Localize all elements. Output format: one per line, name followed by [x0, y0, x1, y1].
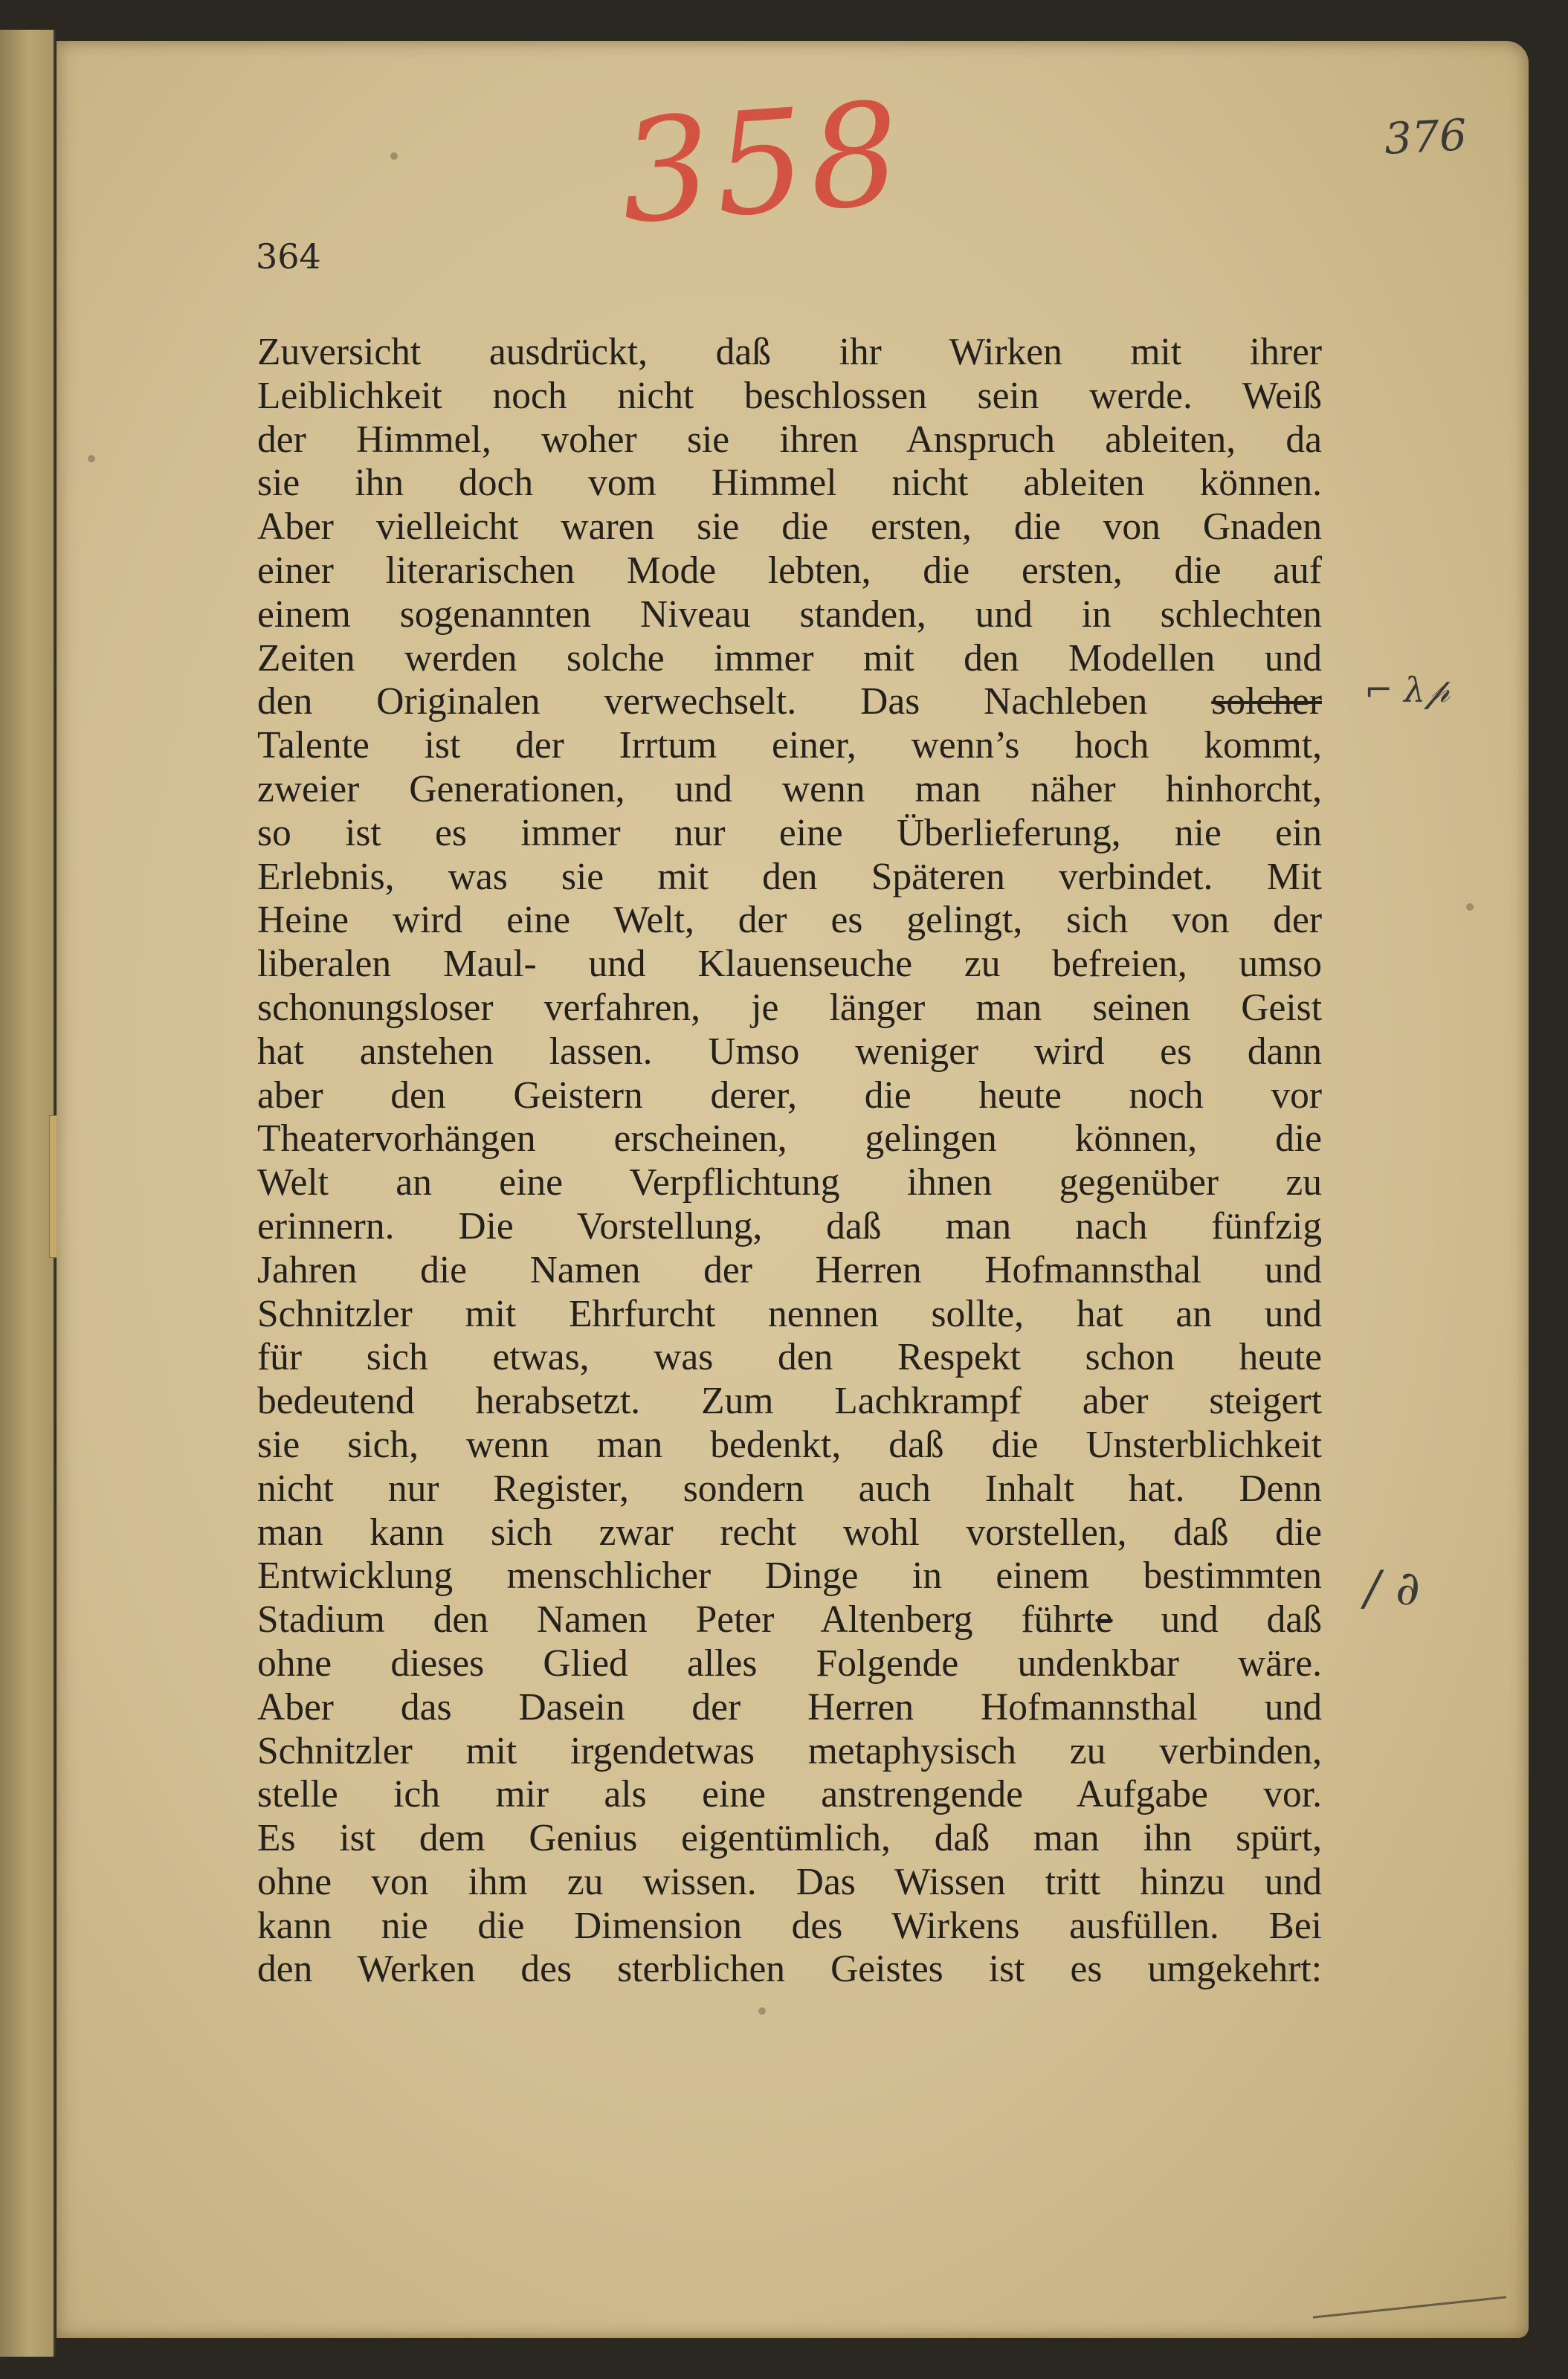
margin-note-correction: ⌐ λ𝓅	[1364, 670, 1451, 710]
margin-note-mark: / ∂	[1364, 1561, 1420, 1616]
body-text	[257, 331, 1322, 1992]
paper-spot	[1466, 903, 1474, 911]
text-line: liberalen Maul- und Klauenseuche zu befreien, umso	[257, 943, 1322, 986]
text-line: Schnitzler mit Ehrfurcht nennen sollte, hat an und	[257, 1292, 1322, 1335]
page-corner-shadow	[1313, 2251, 1506, 2318]
text-line-part: Stadium den Namen Peter Altenberg führt	[257, 1598, 1096, 1642]
text-line: hat anstehen lassen. Umso weniger wird es dann	[257, 1030, 1322, 1073]
text-line: einer literarischen Mode lebten, die ersten, die auf	[257, 549, 1322, 592]
text-line: kann nie die Dimension des Wirkens ausfüllen. Bei	[257, 1904, 1322, 1947]
text-line	[257, 1598, 1322, 1642]
text-line	[257, 680, 1322, 724]
struck-word: solcher	[1211, 680, 1322, 723]
text-line: erinnern. Die Vorstellung, daß man nach fünfzig	[257, 1204, 1322, 1247]
paper-spot	[390, 152, 398, 160]
text-line: Zeiten werden solche immer mit den Modellen und	[257, 636, 1322, 680]
text-line: den Werken des sterblichen Geistes ist es umgekehrt:	[257, 1948, 1322, 1991]
text-line: Theatervorhängen erscheinen, gelingen können, die	[257, 1117, 1322, 1161]
text-line: Aber vielleicht waren sie die ersten, die von Gnaden	[257, 506, 1322, 549]
text-line-part: und daß	[1112, 1598, 1323, 1642]
handwritten-folio-pencil: 376	[1383, 109, 1468, 164]
text-line: stelle ich mir als eine anstrengende Aufgabe vor.	[257, 1773, 1322, 1816]
text-line: ohne dieses Glied alles Folgende undenkbar wäre.	[257, 1642, 1322, 1685]
paper-spot	[88, 455, 95, 462]
struck-letter: e	[1095, 1598, 1113, 1642]
page-number: 364	[256, 236, 321, 277]
text-line: Talente ist der Irrtum einer, wenn’s hoch kommt,	[257, 724, 1322, 767]
text-line: Welt an eine Verpflichtung ihnen gegenüber zu	[257, 1161, 1322, 1204]
paper-spot	[758, 2007, 766, 2015]
text-line: Heine wird eine Welt, der es gelingt, sich von der	[257, 899, 1322, 942]
text-line: Erlebnis, was sie mit den Späteren verbindet. Mit	[257, 855, 1322, 898]
text-line: sie ihn doch vom Himmel nicht ableiten können.	[257, 462, 1322, 505]
text-line: man kann sich zwar recht wohl vorstellen, daß die	[257, 1511, 1322, 1554]
text-line: Leiblichkeit noch nicht beschlossen sein werde. Weiß	[257, 374, 1322, 417]
text-line: für sich etwas, was den Respekt schon heute	[257, 1336, 1322, 1379]
text-line-part: den Originalen verwechselt. Das Nachleben	[257, 680, 1148, 723]
text-line: schonungsloser verfahren, je länger man seinen Geist	[257, 986, 1322, 1029]
text-line: aber den Geistern derer, die heute noch vor	[257, 1074, 1322, 1117]
text-line: Schnitzler mit irgendetwas metaphysisch zu verbinden,	[257, 1729, 1322, 1772]
text-line: sie sich, wenn man bedenkt, daß die Unsterblichkeit	[257, 1423, 1322, 1466]
text-line: der Himmel, woher sie ihren Anspruch ableiten, da	[257, 418, 1322, 461]
text-line: Aber das Dasein der Herren Hofmannsthal und	[257, 1685, 1322, 1728]
text-line: einem sogenannten Niveau standen, und in schlechten	[257, 593, 1322, 636]
text-line: Zuversicht ausdrückt, daß ihr Wirken mit ihrer	[257, 331, 1322, 373]
handwritten-folio-red: 358	[615, 71, 909, 256]
text-line: so ist es immer nur eine Überlieferung, nie ein	[257, 811, 1322, 854]
text-line: Jahren die Namen der Herren Hofmannsthal und	[257, 1248, 1322, 1291]
text-line: zweier Generationen, und wenn man näher hinhorcht,	[257, 767, 1322, 810]
text-line: ohne von ihm zu wissen. Das Wissen tritt hinzu und	[257, 1860, 1322, 1903]
text-line: nicht nur Register, sondern auch Inhalt hat. Denn	[257, 1467, 1322, 1510]
text-line: bedeutend herabsetzt. Zum Lachkrampf aber steigert	[257, 1380, 1322, 1423]
text-line: Es ist dem Genius eigentümlich, daß man ihn spürt,	[257, 1817, 1322, 1860]
text-line: Entwicklung menschlicher Dinge in einem bestimmten	[257, 1555, 1322, 1598]
facing-page-edge	[0, 30, 56, 2357]
